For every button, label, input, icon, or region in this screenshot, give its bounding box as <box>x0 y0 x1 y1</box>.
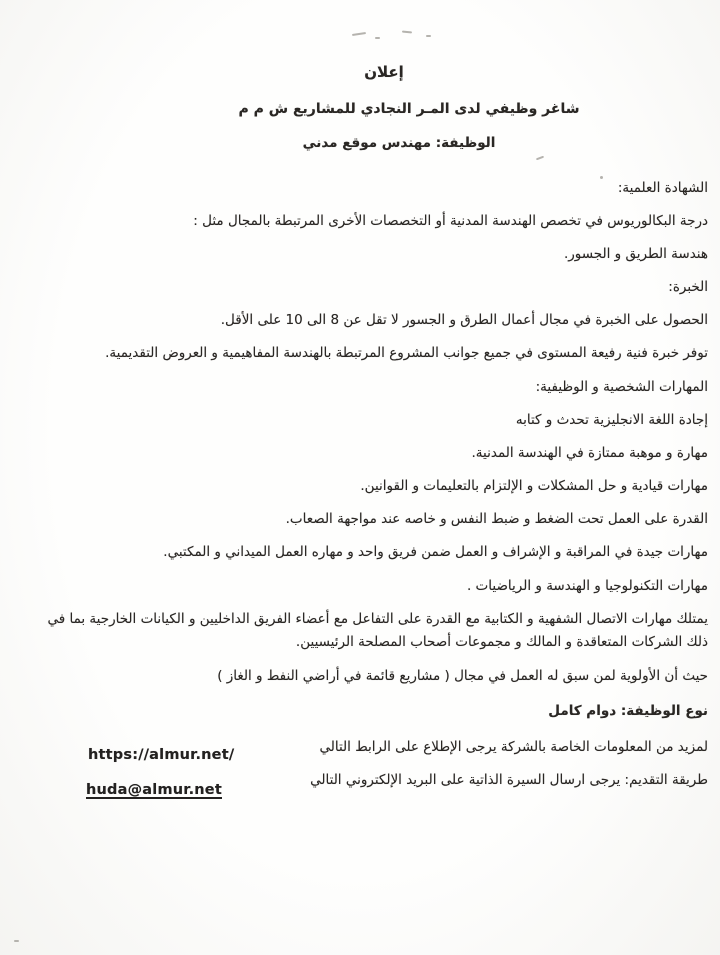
job-type-line: نوع الوظيفة: دوام كامل <box>548 703 708 719</box>
communication-line-1: يمتلك مهارات الاتصال الشفهية و الكتابية مع القدرة على التفاعل مع أعضاء الفريق الداخليين و الكيانات الخارجية بما في <box>47 611 708 627</box>
vacancy-line: شاغر وظيفي لدى المـر النجادي للمشاريع ش م م <box>238 101 580 117</box>
skill-stem-line: مهارات التكنولوجيا و الهندسة و الرياضيات . <box>466 578 708 594</box>
scan-speck <box>352 32 366 36</box>
more-info-line: لمزيد من المعلومات الخاصة بالشركة يرجى الإطلاع على الرابط التالي <box>319 739 708 755</box>
skill-pressure-line: القدرة على العمل تحت الضغط و ضبط النفس و خاصه عند مواجهة الصعاب. <box>285 511 708 527</box>
education-heading: الشهادة العلمية: <box>617 180 708 196</box>
skill-english-line: إجادة اللغة الانجليزية تحدث و كتابه <box>515 412 708 428</box>
scan-speck <box>402 30 412 33</box>
experience-heading: الخبرة: <box>668 279 708 295</box>
education-example-line: هندسة الطريق و الجسور. <box>563 246 708 262</box>
skills-heading: المهارات الشخصية و الوظيفية: <box>535 379 708 395</box>
announcement-title: إعلان <box>364 63 404 81</box>
experience-years-line: الحصول على الخبرة في مجال أعمال الطرق و الجسور لا تقل عن 8 الى 10 على الأقل. <box>220 312 708 328</box>
skill-leadership-line: مهارات قيادية و حل المشكلات و الإلتزام بالتعليمات و القوانين. <box>360 478 708 494</box>
position-line: الوظيفة: مهندس موقع مدني <box>302 135 496 151</box>
scan-speck <box>426 35 431 37</box>
scan-speck <box>375 37 380 39</box>
scan-speck <box>14 940 19 942</box>
communication-line-2: ذلك الشركات المتعاقدة و المالك و مجموعات أصحاب المصلحة الرئيسيين. <box>295 634 708 650</box>
priority-line: حيث أن الأولوية لمن سبق له العمل في مجال ( مشاريع قائمة في أراضي النفط و الغاز ) <box>217 668 708 684</box>
scan-speck <box>600 176 603 179</box>
scan-speck <box>536 156 544 161</box>
website-link[interactable]: https://almur.net/ <box>88 747 235 763</box>
education-degree-line: درجة البكالوريوس في تخصص الهندسة المدنية أو التخصصات الأخرى المرتبطة بالمجال مثل : <box>193 213 708 229</box>
skill-supervision-line: مهارات جيدة في المراقبة و الإشراف و العمل ضمن فريق واحد و مهاره العمل الميداني و المكتبي. <box>163 544 708 560</box>
email-link[interactable]: huda@almur.net <box>86 782 222 798</box>
apply-method-line: طريقة التقديم: يرجى ارسال السيرة الذاتية على البريد الإلكتروني التالي <box>310 772 708 788</box>
skill-talent-line: مهارة و موهبة ممتازة في الهندسة المدنية. <box>471 445 708 461</box>
experience-technical-line: توفر خبرة فنية رفيعة المستوى في جميع جوانب المشروع المرتبطة بالهندسة المفاهيمية و العروض التقديمية. <box>105 345 708 361</box>
